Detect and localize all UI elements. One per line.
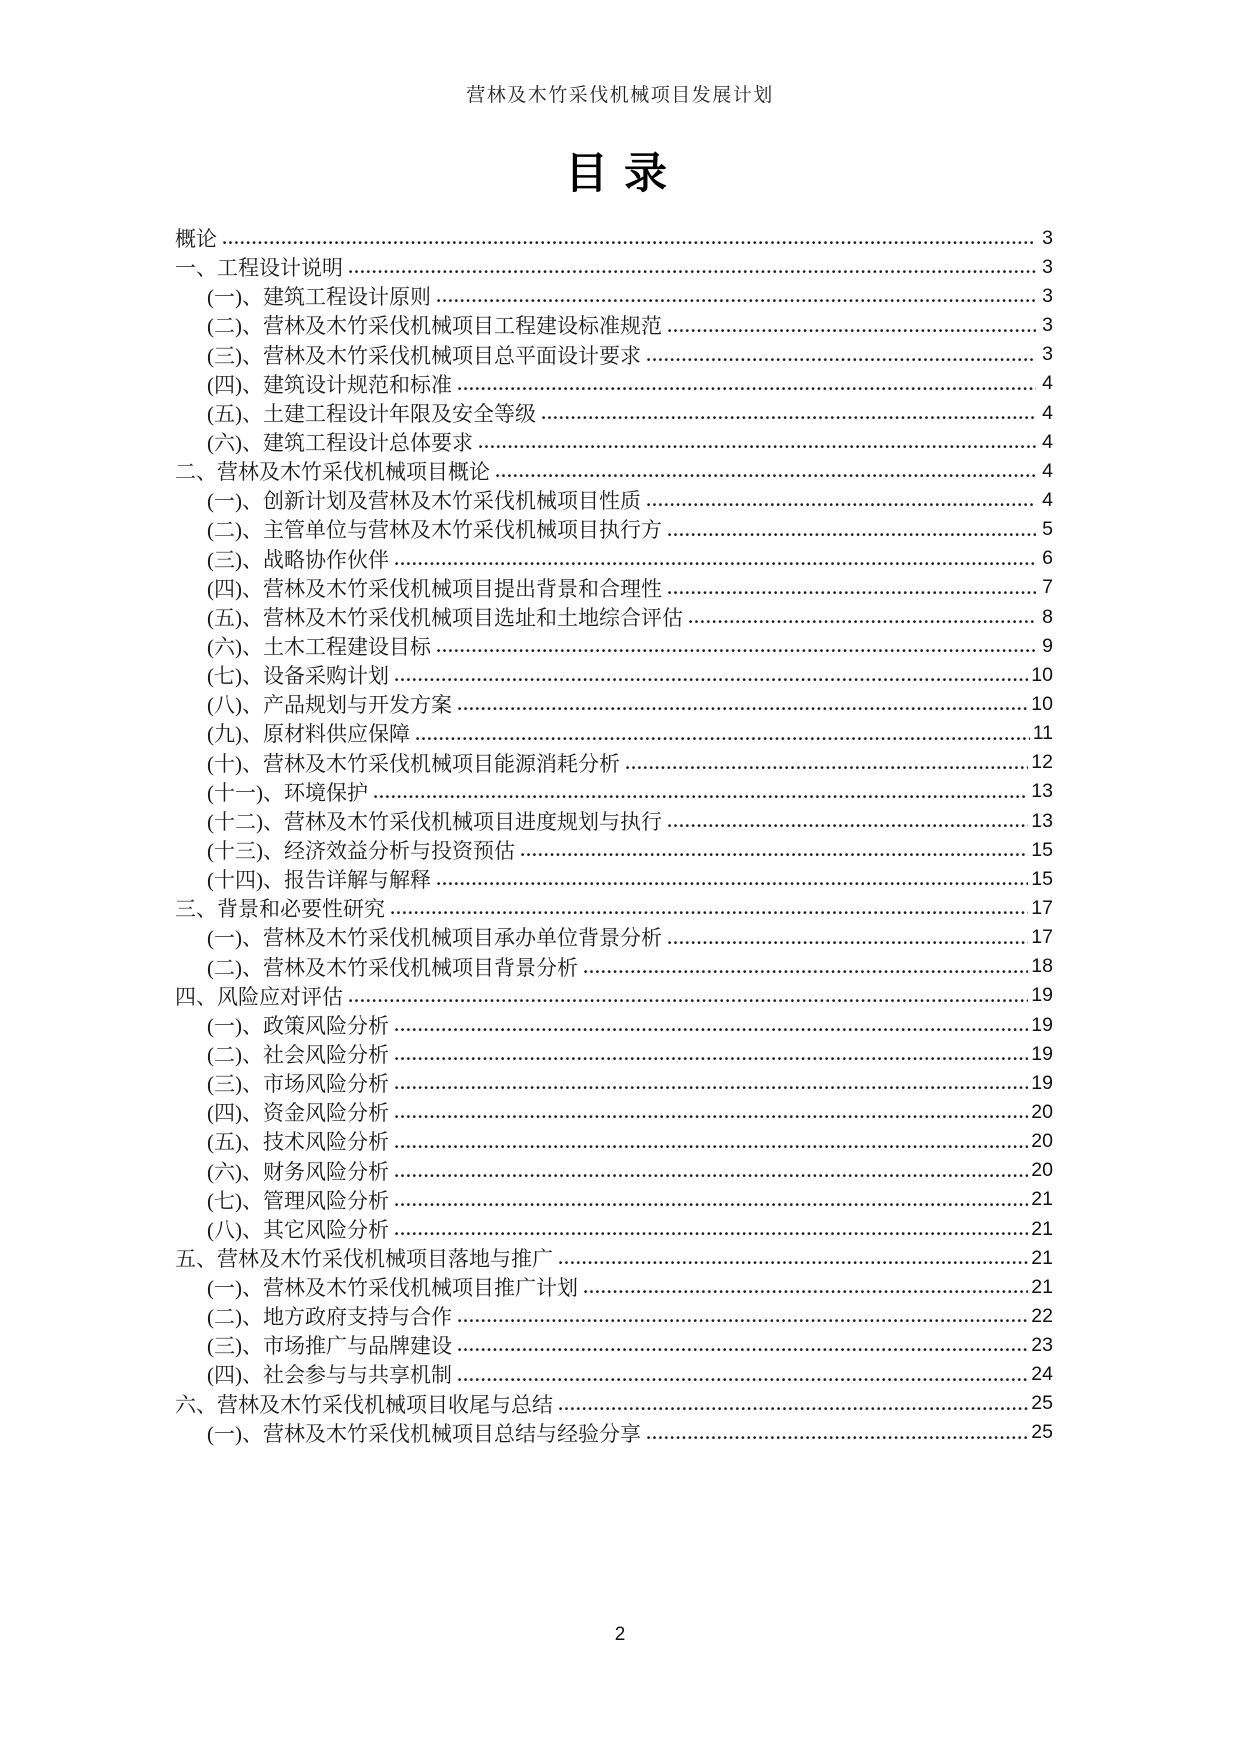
toc-entry-page: 4 — [1042, 459, 1053, 482]
toc-entry-page: 19 — [1031, 1071, 1053, 1094]
toc-entry-page: 13 — [1031, 780, 1053, 803]
toc-entry[interactable] — [175, 747, 1053, 776]
toc-entry-label: (八)、产品规划与开发方案 — [207, 693, 452, 718]
document-header-title: 营林及木竹采伐机械项目发展计划 — [466, 85, 774, 106]
toc-entry[interactable] — [175, 951, 1053, 980]
toc-entry[interactable] — [175, 572, 1053, 601]
dot-leader — [542, 416, 1036, 420]
toc-entry-page: 4 — [1042, 372, 1053, 395]
toc-entry-page: 25 — [1031, 1392, 1053, 1415]
toc-entry[interactable] — [175, 1184, 1053, 1213]
toc-entry-page: 12 — [1031, 751, 1053, 774]
dot-leader — [395, 1145, 1028, 1149]
dot-leader — [647, 1436, 1028, 1440]
toc-entry-label: (十二)、营林及木竹采伐机械项目进度规划与执行 — [207, 809, 662, 834]
toc-entry[interactable] — [175, 1271, 1053, 1300]
toc-entry[interactable] — [175, 426, 1053, 455]
dot-leader — [395, 562, 1036, 566]
toc-entry-label: (十三)、经济效益分析与投资预估 — [207, 838, 515, 863]
toc-entry-page: 3 — [1042, 255, 1053, 278]
toc-entry-page: 5 — [1042, 518, 1053, 541]
toc-entry[interactable] — [175, 484, 1053, 513]
toc-entry-label: (十四)、报告详解与解释 — [207, 868, 431, 893]
toc-title: 目录 — [565, 151, 683, 198]
toc-entry-label: (十一)、环境保护 — [207, 780, 368, 805]
toc-entry-page: 9 — [1042, 634, 1053, 657]
toc-entry[interactable] — [175, 1067, 1053, 1096]
toc-entry-label: 二、营林及木竹采伐机械项目概论 — [175, 460, 490, 485]
dot-leader — [668, 533, 1036, 537]
toc-entry[interactable] — [175, 921, 1053, 950]
toc-entry-label: (二)、主管单位与营林及木竹采伐机械项目执行方 — [207, 518, 662, 543]
dot-leader — [437, 649, 1036, 653]
dot-leader — [458, 387, 1036, 391]
dot-leader — [496, 474, 1036, 478]
toc-entry-page: 21 — [1031, 1275, 1053, 1298]
dot-leader — [559, 1261, 1028, 1265]
toc-entry[interactable] — [175, 1155, 1053, 1184]
toc-entry-label: (八)、其它风险分析 — [207, 1217, 389, 1242]
toc-entry[interactable] — [175, 543, 1053, 572]
toc-entry-page: 19 — [1031, 1042, 1053, 1065]
toc-entry-label: (二)、营林及木竹采伐机械项目背景分析 — [207, 955, 578, 980]
toc-entry-label: (九)、原材料供应保障 — [207, 722, 410, 747]
toc-entry-label: (一)、建筑工程设计原则 — [207, 285, 431, 310]
toc-entry-page: 24 — [1031, 1363, 1053, 1386]
toc-entry-label: (十)、营林及木竹采伐机械项目能源消耗分析 — [207, 751, 620, 776]
dot-leader — [395, 1115, 1028, 1119]
toc-entry-page: 19 — [1031, 984, 1053, 1007]
toc-entry[interactable] — [175, 688, 1053, 717]
toc-entry-label: (五)、技术风险分析 — [207, 1130, 389, 1155]
toc-entry[interactable] — [175, 1358, 1053, 1387]
toc-entry-page: 19 — [1031, 1013, 1053, 1036]
toc-entry-page: 6 — [1042, 547, 1053, 570]
toc-entry-label: (一)、创新计划及营林及木竹采伐机械项目性质 — [207, 489, 641, 514]
toc-entry-page: 3 — [1042, 314, 1053, 337]
toc-entry-label: (七)、设备采购计划 — [207, 664, 389, 689]
toc-entry[interactable] — [175, 455, 1053, 484]
toc-entry-page: 17 — [1031, 926, 1053, 949]
dot-leader — [689, 620, 1036, 624]
dot-leader — [668, 329, 1036, 333]
toc-entry-page: 21 — [1031, 1217, 1053, 1240]
dot-leader — [395, 1086, 1028, 1090]
toc-entry-label: (一)、营林及木竹采伐机械项目推广计划 — [207, 1276, 578, 1301]
toc-entry[interactable] — [175, 280, 1053, 309]
toc-entry[interactable] — [175, 339, 1053, 368]
dot-leader — [458, 1319, 1028, 1323]
toc-entry-page: 3 — [1042, 226, 1053, 249]
toc-entry[interactable] — [175, 863, 1053, 892]
dot-leader — [668, 824, 1028, 828]
toc-entry-page: 15 — [1031, 838, 1053, 861]
dot-leader — [521, 853, 1028, 857]
toc-entry-page: 21 — [1031, 1188, 1053, 1211]
dot-leader — [584, 1290, 1028, 1294]
toc-entry-label: 三、背景和必要性研究 — [175, 897, 385, 922]
toc-entry-label: 六、营林及木竹采伐机械项目收尾与总结 — [175, 1392, 553, 1417]
toc-entry[interactable] — [175, 717, 1053, 746]
toc-entry-page: 4 — [1042, 488, 1053, 511]
toc-entry[interactable] — [175, 1009, 1053, 1038]
toc-entry[interactable] — [175, 1213, 1053, 1242]
dot-leader — [349, 270, 1036, 274]
toc-entry-label: (一)、营林及木竹采伐机械项目承办单位背景分析 — [207, 926, 662, 951]
toc-entry-page: 13 — [1031, 809, 1053, 832]
toc-entry-page: 10 — [1031, 692, 1053, 715]
toc-entry-page: 3 — [1042, 285, 1053, 307]
toc-entry-label: 五、营林及木竹采伐机械项目落地与推广 — [175, 1246, 553, 1271]
toc-entry-page: 4 — [1042, 401, 1053, 424]
toc-entry-page: 25 — [1031, 1421, 1053, 1444]
dot-leader — [458, 1378, 1028, 1382]
toc-entry[interactable] — [175, 1096, 1053, 1125]
toc-entry-label: (三)、市场风险分析 — [207, 1072, 389, 1097]
toc-entry[interactable] — [175, 1125, 1053, 1154]
toc-entry-label: (二)、地方政府支持与合作 — [207, 1305, 452, 1330]
dot-leader — [626, 766, 1028, 770]
toc-entry[interactable] — [175, 1329, 1053, 1358]
toc-entry-label: (四)、建筑设计规范和标准 — [207, 372, 452, 397]
toc-entry[interactable] — [175, 805, 1053, 834]
toc-entry-page: 23 — [1031, 1334, 1053, 1357]
toc-entry[interactable] — [175, 776, 1053, 805]
toc-entry-label: 四、风险应对评估 — [175, 984, 343, 1009]
dot-leader — [479, 445, 1036, 449]
toc-entry[interactable] — [175, 1242, 1053, 1271]
toc-entry[interactable] — [175, 222, 1053, 251]
toc-entry-label: 一、工程设计说明 — [175, 256, 343, 281]
toc-list — [175, 222, 1053, 1446]
toc-entry[interactable] — [175, 834, 1053, 863]
toc-entry-page: 4 — [1042, 430, 1053, 453]
toc-entry[interactable] — [175, 513, 1053, 542]
toc-entry-page: 3 — [1042, 343, 1053, 366]
toc-entry-page: 7 — [1042, 576, 1053, 599]
toc-entry-page: 22 — [1031, 1304, 1053, 1327]
toc-entry[interactable] — [175, 309, 1053, 338]
dot-leader — [395, 1203, 1028, 1207]
toc-entry-page: 8 — [1042, 605, 1053, 628]
toc-entry-page: 17 — [1031, 896, 1053, 919]
toc-entry-label: (五)、土建工程设计年限及安全等级 — [207, 401, 536, 426]
toc-entry[interactable] — [175, 980, 1053, 1009]
dot-leader — [349, 999, 1028, 1003]
toc-entry-page: 20 — [1031, 1100, 1053, 1123]
toc-entry-label: (四)、社会参与与共享机制 — [207, 1363, 452, 1388]
toc-entry-label: (三)、战略协作伙伴 — [207, 547, 389, 572]
dot-leader — [458, 707, 1028, 711]
toc-entry-page: 18 — [1031, 955, 1053, 978]
toc-entry-page: 21 — [1031, 1246, 1053, 1269]
toc-entry-label: (三)、营林及木竹采伐机械项目总平面设计要求 — [207, 343, 641, 368]
toc-entry[interactable] — [175, 368, 1053, 397]
toc-entry-page: 15 — [1031, 867, 1053, 890]
toc-entry-page: 11 — [1032, 722, 1053, 745]
toc-entry-label: (二)、营林及木竹采伐机械项目工程建设标准规范 — [207, 314, 662, 339]
toc-entry-label: (五)、营林及木竹采伐机械项目选址和土地综合评估 — [207, 605, 683, 630]
toc-entry[interactable] — [175, 630, 1053, 659]
footer-page-number: 2 — [614, 1624, 626, 1645]
toc-entry-page: 20 — [1031, 1159, 1053, 1182]
dot-leader — [584, 970, 1028, 974]
dot-leader — [647, 503, 1036, 507]
toc-entry-label: (一)、政策风险分析 — [207, 1013, 389, 1038]
toc-entry-label: (六)、财务风险分析 — [207, 1159, 389, 1184]
toc-entry[interactable] — [175, 1417, 1053, 1446]
toc-entry[interactable] — [175, 601, 1053, 630]
dot-leader — [374, 795, 1028, 799]
toc-entry-page: 10 — [1031, 663, 1053, 686]
dot-leader — [395, 1028, 1028, 1032]
toc-entry-label: (七)、管理风险分析 — [207, 1188, 389, 1213]
toc-entry[interactable] — [175, 892, 1053, 921]
dot-leader — [416, 737, 1030, 741]
toc-entry[interactable] — [175, 251, 1053, 280]
dot-leader — [647, 358, 1036, 362]
toc-entry[interactable] — [175, 397, 1053, 426]
toc-entry-label: (六)、土木工程建设目标 — [207, 634, 431, 659]
dot-leader — [395, 1232, 1028, 1236]
dot-leader — [458, 1348, 1028, 1352]
toc-entry[interactable] — [175, 1038, 1053, 1067]
dot-leader — [395, 678, 1028, 682]
dot-leader — [391, 911, 1028, 915]
toc-entry-label: (一)、营林及木竹采伐机械项目总结与经验分享 — [207, 1421, 641, 1446]
toc-entry[interactable] — [175, 1388, 1053, 1417]
toc-entry[interactable] — [175, 1300, 1053, 1329]
toc-entry-label: (四)、资金风险分析 — [207, 1101, 389, 1126]
toc-entry-label: (三)、市场推广与品牌建设 — [207, 1334, 452, 1359]
dot-leader — [437, 882, 1028, 886]
toc-entry-label: (四)、营林及木竹采伐机械项目提出背景和合理性 — [207, 576, 662, 601]
toc-entry[interactable] — [175, 659, 1053, 688]
toc-entry-label: 概论 — [175, 227, 217, 251]
dot-leader — [668, 941, 1028, 945]
toc-entry-page: 20 — [1031, 1130, 1053, 1153]
toc-entry-label: (二)、社会风险分析 — [207, 1042, 389, 1067]
dot-leader — [223, 241, 1036, 245]
dot-leader — [395, 1174, 1028, 1178]
toc-entry-label: (六)、建筑工程设计总体要求 — [207, 430, 473, 455]
dot-leader — [395, 1057, 1028, 1061]
dot-leader — [668, 591, 1036, 595]
dot-leader — [559, 1407, 1028, 1411]
dot-leader — [437, 299, 1036, 303]
